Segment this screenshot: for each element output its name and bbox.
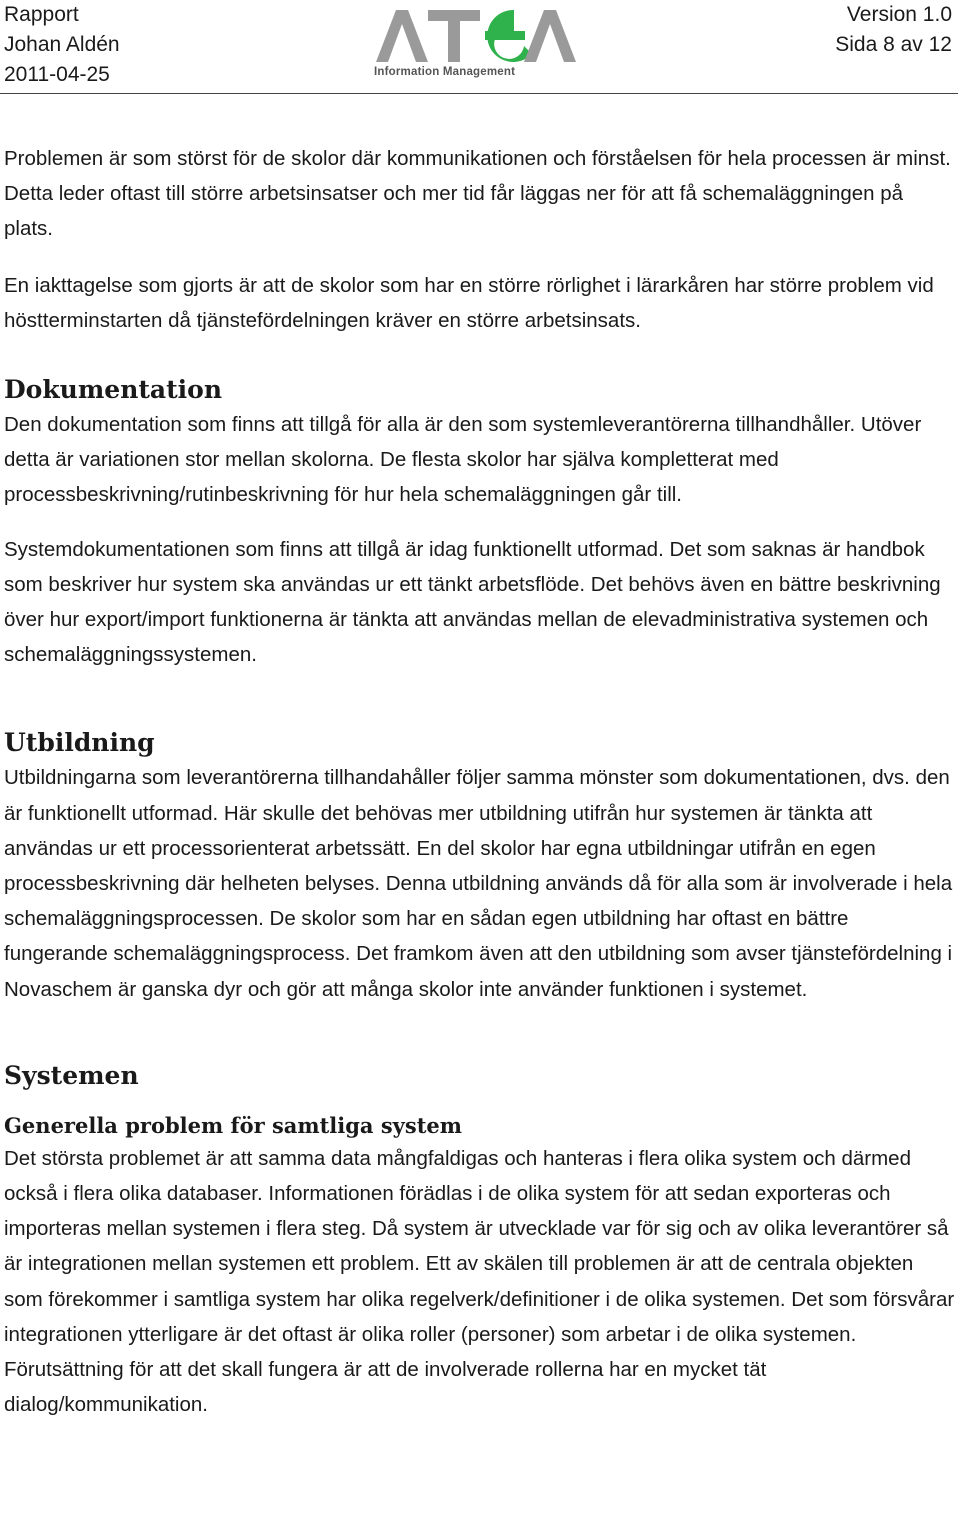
author: Johan Aldén: [4, 33, 120, 56]
logo-subtitle: Information Management: [374, 66, 516, 78]
header-left: [4, 0, 120, 90]
systemen-paragraph-1: Det största problemet är att samma data mångfaldigas och hanteras i flera olika system och därmed också i flera olika databaser. Informationen förädlas i de olika system för att sedan exporteras och importeras mellan systemen i flera steg. Då system är utvecklade var för sig och av olika leverantörer så är integrationen mellan systemen ett problem. Ett av skälen till problemen är att de centrala objekten som förekommer i samtliga system har olika regelverk/definitioner i de olika systemen. Det som försvårar integrationen ytterligare är det oftast är olika roller (personer) som arbetar i de olika systemen. Förutsättning för att det skall fungera är att de involverade rollerna har en mycket tät dialog/kommunikation.: [4, 1146, 955, 1417]
utbildning-paragraph-1: Utbildningarna som leverantörerna tillhandahåller följer samma mönster som dokumentationen, dvs. den är funktionellt utformad. Här skulle det behövas mer utbildning utifrån hur systemen är tänkta att användas ur ett processorienterat arbetssätt. En del skolor har egna utbildningar utifrån en egen processbeskrivning där helheten belyses. Denna utbildning används då för alla som är involverade i hela schemaläggningsprocessen. De skolor som har en sådan egen utbildning har oftast en bättre fungerande schemaläggningsprocess. Det framkom även att den utbildning som avser tjänstefördelning i Novaschem är ganska dyr och gör att många skolor inte använder funktionen i systemet.: [4, 766, 953, 1001]
dokumentation-paragraph-1: Den dokumentation som finns att tillgå för alla är den som systemleverantörerna tillhandhåller. Utöver detta är variationen stor mellan skolorna. De flesta skolor har själva kompletterat med processbeskrivning/rutinbeskrivning för hur hela schemaläggningen går till.: [4, 413, 922, 507]
date: 2011-04-25: [4, 63, 110, 86]
header-right: [835, 0, 952, 60]
heading-systemen: Systemen: [4, 1060, 139, 1090]
header-divider: [0, 93, 958, 94]
subheading-generella-problem: Generella problem för samtliga system: [4, 1112, 462, 1138]
atea-logo-letters: [376, 10, 576, 62]
page-content: [4, 141, 956, 1422]
dokumentation-paragraph-2: Systemdokumentationen som finns att tillgå är idag funktionellt utformad. Det som saknas är handbok som beskriver hur system ska användas ur ett tänkt arbetsflöde. Det behövs även en bättre beskrivning över hur export/import funktionerna är tänkta att användas mellan de elevadministrativa systemen och schemaläggningssystemen.: [4, 537, 941, 667]
intro-paragraph-1: Problemen är som störst för de skolor där kommunikationen och förståelsen för hela processen är minst. Detta leder oftast till större arbetsinsatser och mer tid får läggas ner för att få schemaläggningen på plats.: [4, 147, 951, 241]
heading-dokumentation: Dokumentation: [4, 375, 223, 405]
intro-paragraph-2: En iakttagelse som gjorts är att de skolor som har en större rörlighet i lärarkåren har större problem vid höstterminstarten då tjänstefördelningen kräver en större arbetsinsats.: [4, 273, 934, 332]
document-type: Rapport: [4, 3, 79, 26]
page-header: [0, 0, 960, 96]
heading-utbildning: Utbildning: [4, 728, 155, 758]
version: Version 1.0: [846, 3, 952, 26]
page-number: Sida 8 av 12: [835, 33, 952, 56]
